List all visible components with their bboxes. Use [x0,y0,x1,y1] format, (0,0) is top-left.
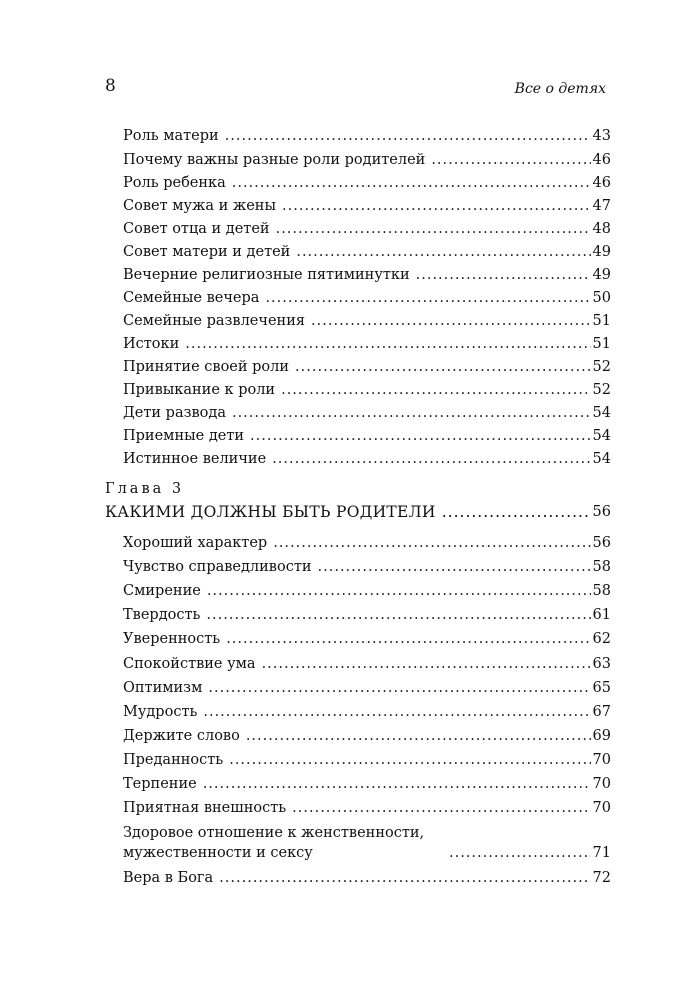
toc-entry-title: Привыкание к роли [123,382,276,398]
toc-entry-title: Чувство справедливости [123,559,312,575]
toc-entry-title: Твердость [123,607,201,623]
toc-entry-title: Мудрость [123,704,198,720]
toc-entry-page: 62 [592,631,611,647]
toc-entry [123,702,611,722]
toc-entry-title: Дети развода [123,405,226,421]
toc-entry [123,750,611,770]
toc-entry-page: 69 [592,728,611,744]
toc-entry-title: Оптимизм [123,680,203,696]
toc-entry [123,311,611,331]
leader-dots [295,357,591,377]
leader-dots [250,426,591,446]
leader-dots [203,702,590,722]
leader-dots [276,219,591,239]
toc-entry-page: 46 [592,152,611,168]
toc-entry-page: 49 [592,267,611,283]
toc-entry [123,403,611,423]
toc-entry [123,605,611,625]
toc-entry-title: Преданность [123,752,224,768]
leader-dots [208,678,590,698]
leader-dots [311,311,591,331]
toc-entry-title: Терпение [123,776,197,792]
toc-entry-page: 47 [592,198,611,214]
leader-dots [281,380,590,400]
toc-entry-title: Смирение [123,583,201,599]
leader-dots [246,726,591,746]
toc-entry-title: Роль ребенка [123,175,226,191]
toc-entry [123,798,611,818]
leader-dots [219,868,590,888]
toc-entry-title: Спокойствие ума [123,656,256,672]
toc-entry [123,334,611,354]
leader-dots [206,605,590,625]
toc-entry [123,449,611,469]
toc-entry-title: Вечерние религиозные пятиминутки [123,267,410,283]
toc-entry-title: Истоки [123,336,180,352]
toc-entry-page: 70 [592,752,611,768]
toc-entry-page: 61 [592,607,611,623]
leader-dots [229,750,590,770]
toc-entry-page: 54 [592,428,611,444]
toc-entry-page: 52 [592,382,611,398]
leader-dots [232,173,591,193]
toc-entry [123,823,611,863]
toc-entry [123,426,611,446]
leader-dots [442,502,591,522]
toc-entry-title: Истинное величие [123,451,267,467]
running-head: Все о детях [514,81,606,97]
toc-entry-page: 58 [592,559,611,575]
toc-entry [123,242,611,262]
toc-entry-page: 54 [592,405,611,421]
toc-entry-title: Вера в Бога [123,870,214,886]
chapter-title: КАКИМИ ДОЛЖНЫ БЫТЬ РОДИТЕЛИ [105,503,436,521]
leader-dots [185,334,590,354]
toc-entry-page: 63 [592,656,611,672]
toc-entry-title: Совет мужа и жены [123,198,277,214]
toc-entry [123,533,611,553]
leader-dots [318,557,591,577]
toc-entry-page: 51 [592,313,611,329]
toc-entry-title: Хороший характер [123,535,268,551]
toc-entry-page: 54 [592,451,611,467]
toc-entry-title: Семейные вечера [123,290,260,306]
toc-entry-page: 51 [592,336,611,352]
leader-dots [416,265,591,285]
toc-entry-page: 48 [592,221,611,237]
toc-entry [123,868,611,888]
toc-entry-page: 70 [592,776,611,792]
toc-entry-title: Уверенность [123,631,221,647]
leader-dots [292,798,590,818]
toc-entry-title: Семейные развлечения [123,313,306,329]
toc-entry-page: 43 [592,128,611,144]
leader-dots [203,774,591,794]
toc-entry-page: 67 [592,704,611,720]
toc-entry [123,357,611,377]
toc-entry [123,288,611,308]
chapter-title-entry [105,502,611,522]
toc-entry [123,150,611,170]
toc-entry-page: 65 [592,680,611,696]
toc-entry-page: 49 [592,244,611,260]
toc-entry-page: 70 [592,800,611,816]
toc-entry-title: Здоровое отношение к женственности, мужественности и сексу [123,825,425,861]
leader-dots [226,629,590,649]
toc-entry [123,678,611,698]
leader-dots [232,403,591,423]
toc-entry-page: 46 [592,175,611,191]
toc-entry [123,557,611,577]
page-number: 8 [105,76,116,96]
toc-entry [123,629,611,649]
toc-entry [123,126,611,146]
toc-entry-page: 72 [592,870,611,886]
toc-entry [123,774,611,794]
toc-entry [123,380,611,400]
toc-entry-title: Принятие своей роли [123,359,290,375]
toc-entry-page: 56 [592,535,611,551]
toc-entry-title: Совет матери и детей [123,244,291,260]
toc-entry [123,265,611,285]
toc-entry-title: Совет отца и детей [123,221,270,237]
toc-entry [123,196,611,216]
leader-dots [265,288,590,308]
leader-dots [273,533,590,553]
chapter-label: Глава 3 [105,481,185,497]
leader-dots [296,242,590,262]
toc-entry-page: 50 [592,290,611,306]
toc-entry [123,654,611,674]
toc-entry [123,173,611,193]
leader-dots [449,843,591,863]
toc-entry [123,219,611,239]
toc-entry-page: 52 [592,359,611,375]
toc-entry-title: Приемные дети [123,428,245,444]
toc-entry-title: Держите слово [123,728,240,744]
toc-entry-title: Почему важны разные роли родителей [123,152,426,168]
toc-entry [123,581,611,601]
leader-dots [272,449,590,469]
leader-dots [207,581,591,601]
leader-dots [282,196,591,216]
chapter-page: 56 [592,504,611,520]
leader-dots [262,654,591,674]
leader-dots [431,150,590,170]
leader-dots [225,126,591,146]
toc-entry-page: 58 [592,583,611,599]
toc-entry-page: 71 [592,845,611,861]
toc-entry-title: Приятная внешность [123,800,287,816]
toc-entry [123,726,611,746]
toc-entry-title: Роль матери [123,128,219,144]
